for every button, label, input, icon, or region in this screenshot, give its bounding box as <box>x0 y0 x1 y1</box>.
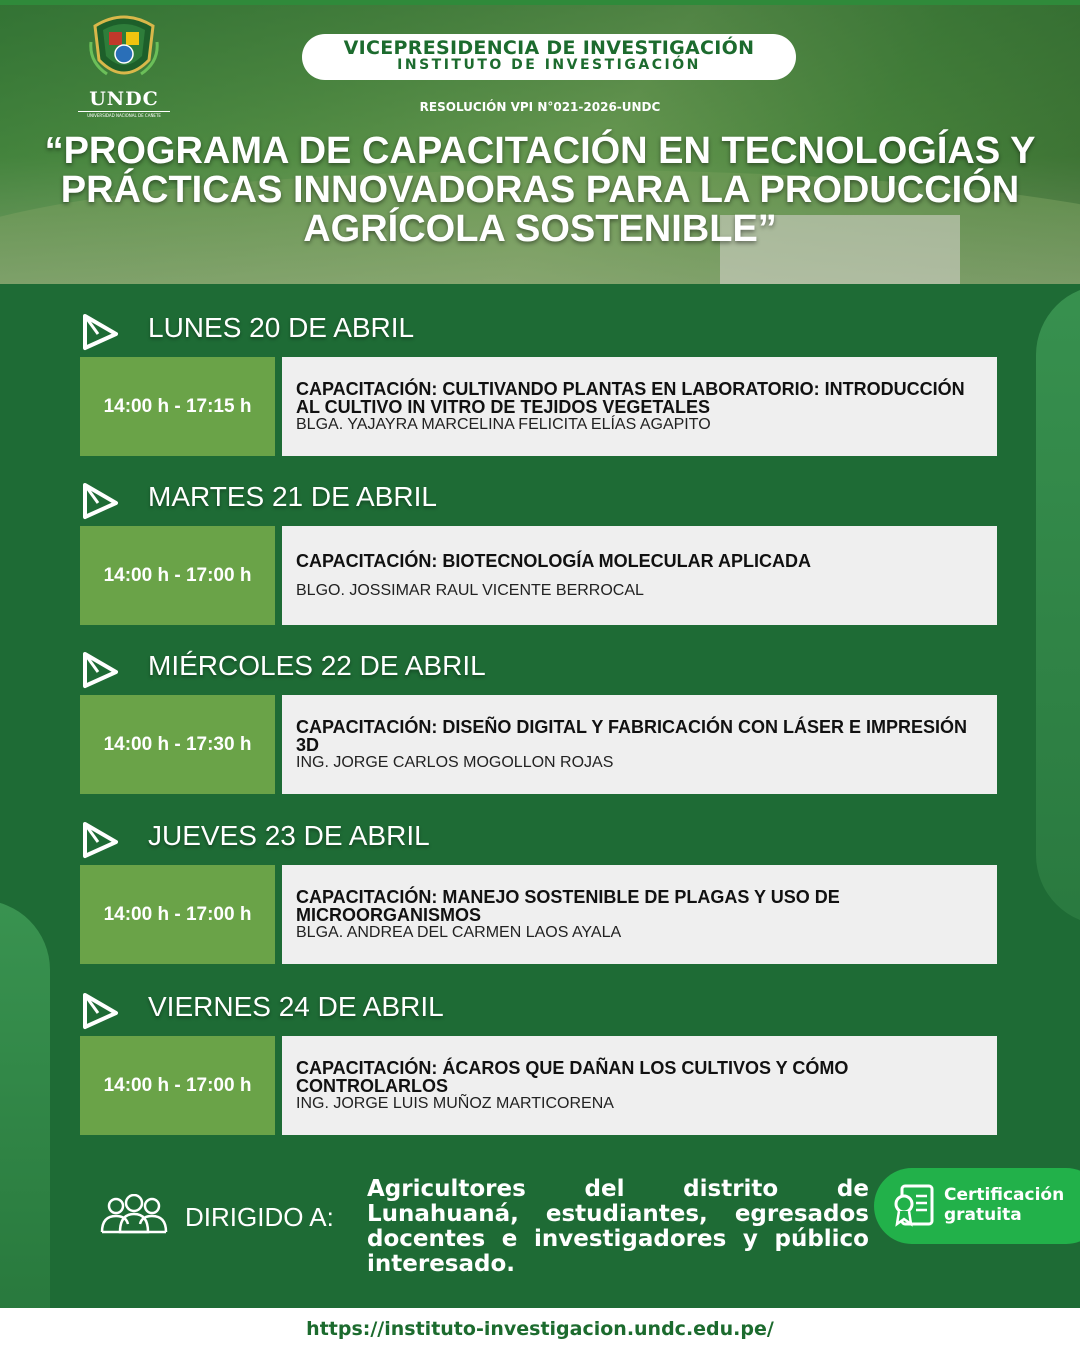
course-title: CAPACITACIÓN: DISEÑO DIGITAL Y FABRICACIÓN CON LÁSER E IMPRESIÓN 3D <box>296 716 968 755</box>
speaker-name: ING. JORGE CARLOS MOGOLLON ROJAS <box>296 753 614 771</box>
logo-subtitle: UNIVERSIDAD NACIONAL DE CAÑETE <box>78 111 170 118</box>
certificate-icon <box>892 1182 940 1230</box>
website-link[interactable]: https://instituto-investigacion.undc.edu.pe/ <box>306 1318 774 1340</box>
speaker-name: BLGA. ANDREA DEL CARMEN LAOS AYALA <box>296 923 622 941</box>
session-row <box>80 865 997 964</box>
instituto-label: INSTITUTO DE INVESTIGACIÓN <box>397 57 701 73</box>
play-arrow-icon <box>80 820 120 860</box>
day-label: LUNES 20 DE ABRIL <box>148 312 415 343</box>
logo-wordmark: UNDC <box>89 88 159 110</box>
university-logo <box>74 12 174 120</box>
header-banner <box>0 0 1080 284</box>
day-heading <box>80 818 997 860</box>
play-arrow-icon <box>80 650 120 690</box>
speaker-name: BLGA. YAJAYRA MARCELINA FELICITA ELÍAS AGAPITO <box>296 415 711 433</box>
day-heading <box>80 479 997 521</box>
session-time: 14:00 h - 17:00 h <box>80 865 275 964</box>
day-label: VIERNES 24 DE ABRIL <box>148 991 444 1022</box>
decorative-shape-right <box>1036 285 1080 925</box>
session-info <box>282 357 997 456</box>
course-title: CAPACITACIÓN: CULTIVANDO PLANTAS EN LABORATORIO: INTRODUCCIÓN AL CULTIVO IN VITRO DE TEJIDOS VEGETALES <box>296 378 965 417</box>
session-time: 14:00 h - 17:30 h <box>80 695 275 794</box>
session-row <box>80 695 997 794</box>
department-pill <box>302 34 796 80</box>
schedule-day <box>80 818 997 978</box>
resolution-number: RESOLUCIÓN VPI N°021-2026-UNDC <box>419 100 661 114</box>
session-row <box>80 526 997 625</box>
session-info <box>282 865 997 964</box>
day-heading <box>80 989 997 1031</box>
session-row <box>80 357 997 456</box>
certificate-line1: Certificación <box>944 1185 1065 1205</box>
session-time: 14:00 h - 17:00 h <box>80 1036 275 1135</box>
program-title: “PROGRAMA DE CAPACITACIÓN EN TECNOLOGÍAS Y PRÁCTICAS INNOVADORAS PARA LA PRODUCCIÓN AGRÍCOLA SOSTENIBLE” <box>44 130 1036 250</box>
certificate-line2: gratuita <box>944 1205 1022 1225</box>
day-label: MARTES 21 DE ABRIL <box>148 481 437 512</box>
schedule-day <box>80 989 997 1149</box>
schedule-day <box>80 648 997 808</box>
session-info <box>282 695 997 794</box>
day-label: MIÉRCOLES 22 DE ABRIL <box>148 650 486 681</box>
audience-label: DIRIGIDO A: <box>185 1202 334 1232</box>
session-row <box>80 1036 997 1135</box>
play-arrow-icon <box>80 481 120 521</box>
course-title: CAPACITACIÓN: ÁCAROS QUE DAÑAN LOS CULTIVOS Y CÓMO CONTROLARLOS <box>296 1057 849 1096</box>
certificate-badge <box>874 1168 1080 1244</box>
audience-text: Agricultores del distrito de Lunahuaná, estudiantes, egresados docentes e investigadores y público interesado. <box>367 1176 869 1277</box>
play-arrow-icon <box>80 312 120 352</box>
schedule-day <box>80 310 997 470</box>
session-time: 14:00 h - 17:15 h <box>80 357 275 456</box>
crest-icon <box>89 12 159 86</box>
schedule-day <box>80 479 997 639</box>
decorative-shape-left <box>0 900 50 1320</box>
speaker-name: ING. JORGE LUIS MUÑOZ MARTICORENA <box>296 1094 614 1112</box>
certificate-text <box>944 1185 1064 1225</box>
play-arrow-icon <box>80 991 120 1031</box>
people-group-icon <box>98 1194 170 1236</box>
day-heading <box>80 648 997 690</box>
vicepresidencia-label: VICEPRESIDENCIA DE INVESTIGACIÓN <box>343 37 755 59</box>
day-heading <box>80 310 997 352</box>
speaker-name: BLGO. JOSSIMAR RAUL VICENTE BERROCAL <box>296 581 644 599</box>
footer-bar <box>0 1308 1080 1350</box>
course-title: CAPACITACIÓN: BIOTECNOLOGÍA MOLECULAR APLICADA <box>296 550 811 571</box>
session-info <box>282 1036 997 1135</box>
top-accent-line <box>0 0 1080 5</box>
session-time: 14:00 h - 17:00 h <box>80 526 275 625</box>
session-info <box>282 526 997 625</box>
day-label: JUEVES 23 DE ABRIL <box>148 820 430 851</box>
course-title: CAPACITACIÓN: MANEJO SOSTENIBLE DE PLAGAS Y USO DE MICROORGANISMOS <box>296 886 840 925</box>
